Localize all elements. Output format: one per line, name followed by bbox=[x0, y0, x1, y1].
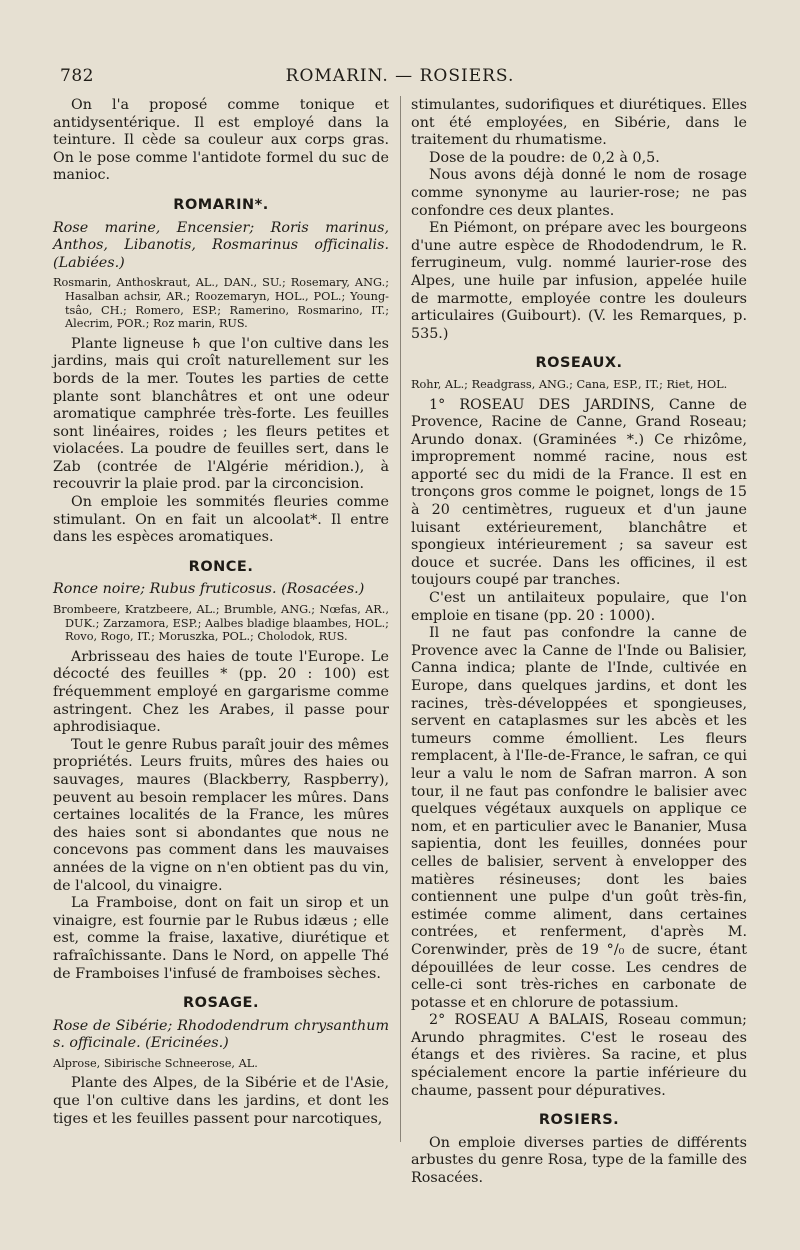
entry-heading-rosage: ROSAGE. bbox=[183, 995, 259, 1012]
entry-vernacular-ronce: Brombeere, Kratzbeere, AL.; Brumble, ANG.; Nœfas, AR., DUK.; Zarzamora, ESP.; Aalbes bladige blaambes, HOL.; Rovo, Rogo, IT.; Moruszka, POL.; Cholodok, RUS. bbox=[53, 603, 389, 644]
entry-heading-romarin: ROMARIN*. bbox=[173, 196, 269, 213]
entry-synonyms-ronce: Ronce noire; Rubus fruticosus. (Rosacées.) bbox=[53, 581, 365, 598]
paragraph: La Framboise, dont on fait un sirop et un vinaigre, est fournie par le Rubus idæus ; elle est, comme la fraise, laxative, diurétique et rafraîchissante. Dans le Nord, on appelle Thé de Framboises l'infusé de framboises sèches. bbox=[53, 895, 389, 982]
paragraph: On emploie les sommités fleuries comme stimulant. On en fait un alcoolat*. Il entre dans les espèces aromatiques. bbox=[53, 494, 389, 546]
paragraph: 2° ROSEAU A BALAIS, Roseau commun; Arundo phragmites. C'est le roseau des étangs et des rivières. Sa racine, et plus spécialement encore la partie inférieure du chaume, passent pour dépuratives. bbox=[411, 1012, 747, 1099]
entry-heading-ronce: RONCE. bbox=[188, 558, 254, 575]
paragraph: On emploie diverses parties de différents arbustes du genre Rosa, type de la famille des Rosacées. bbox=[411, 1134, 747, 1187]
entry-vernacular-romarin: Rosmarin, Anthoskraut, AL., DAN., SU.; Rosemary, ANG.; Hasalban achsir, AR.; Roozemaryn, HOL., POL.; Young-tsâo, CH.; Romero, ESP.; Ramerino, Rosmarino, IT.; Alecrim, POR.; Roz marin, RUS. bbox=[53, 276, 389, 331]
paragraph: Il ne faut pas confondre la canne de Provence avec la Canne de l'Inde ou Balisier, Canna indica; plante de l'Inde, cultivée en Europe, dans quelques jardins, et dont les racines, très-développées et spongieuses, servent en cataplasmes sur les abcès et les tumeurs comme émollient. Les fleurs remplacent, à l'Ile-de-France, le safran, ce qui leur a valu le nom de Safran marron. A son tour, il ne faut pas confondre le balisier avec quelques végétaux auxquels on applique ce nom, et en particulier avec le Bananier, Musa sapientia, dont les feuilles, données pour celles de balisier, servent à envelopper des matières résineuses; dont les baies contiennent une pulpe d'un goût très-fin, estimée comme aliment, dans certaines contrées, et renferment, d'après M. Corenwinder, près de 19 °/₀ de sucre, étant dépouillées de leur cosse. Les cendres de celle-ci sont très-riches en carbonate de potasse et en chlorure de potassium. bbox=[411, 625, 747, 1011]
running-title: ROMARIN. — ROSIERS. bbox=[285, 66, 515, 86]
entry-heading-rosiers: ROSIERS. bbox=[538, 1112, 620, 1129]
paragraph: Nous avons déjà donné le nom de rosage comme synonyme au laurier-rose; ne pas confondre ces deux plantes. bbox=[411, 167, 747, 219]
entry-synonyms-romarin: Rose marine, Encensier; Roris marinus, Anthos, Libanotis, Rosmarinus officinalis. (Labiées.) bbox=[53, 219, 389, 271]
entry-synonyms-rosage: Rose de Sibérie; Rhododendrum chrysanthum s. officinale. (Ericinées.) bbox=[53, 1017, 389, 1052]
paragraph: Arbrisseau des haies de toute l'Europe. Le décocté des feuilles * (pp. 20 : 100) est fréquemment employé en gargarisme comme astringent. Chez les Arabes, il passe pour aphrodisiaque. bbox=[53, 648, 389, 736]
paragraph: 1° ROSEAU DES JARDINS, Canne de Provence, Racine de Canne, Grand Roseau; Arundo donax. (Graminées *.) Ce rhizôme, improprement nommé racine, nous est apporté sec du midi de la France. Il est en tronçons gros comme le poignet, longs de 15 à 20 centimètres, rugueux et d'un jaune luisant extérieurement, blanchâtre et spongieux intérieurement ; sa saveur est douce et sucrée. Dans les officines, il est toujours coupé par tranches. bbox=[411, 396, 747, 589]
entry-heading-roseaux: ROSEAUX. bbox=[535, 355, 623, 372]
entry-vernacular-rosage: Alprose, Sibirische Schneerose, AL. bbox=[53, 1056, 258, 1070]
paragraph: stimulantes, sudorifiques et diurétiques. Elles ont été employées, en Sibérie, dans le traitement du rhumatisme. bbox=[411, 97, 747, 149]
column-rule bbox=[400, 96, 401, 1142]
paragraph: En Piémont, on prépare avec les bourgeons d'une autre espèce de Rhododendrum, le R. ferrugineum, vulg. nommé laurier-rose des Alpes, une huile par infusion, appelée huile de marmotte, employée contre les douleurs articulaires (Guibourt). (V. les Remarques, p. 535.) bbox=[411, 220, 747, 342]
running-header bbox=[60, 66, 740, 90]
page-number: 782 bbox=[60, 66, 94, 86]
paragraph: Plante des Alpes, de la Sibérie et de l'Asie, que l'on cultive dans les jardins, et dont les tiges et les feuilles passent pour narcotiques, bbox=[53, 1075, 389, 1127]
right-column bbox=[411, 97, 747, 1188]
paragraph: Plante ligneuse ♄ que l'on cultive dans les jardins, mais qui croît naturellement sur les bords de la mer. Toutes les parties de cette plante sont blanchâtres et ont une odeur aromatique camphrée très-forte. Les feuilles sont linéaires, roides ; les fleurs petites et violacées. La poudre de feuilles sert, dans le Zab (contrée de l'Algérie méridion.), à recouvrir la plaie prod. par la circoncision. bbox=[53, 335, 389, 493]
paragraph: Dose de la poudre: de 0,2 à 0,5. bbox=[429, 149, 660, 166]
intro-paragraph: On l'a proposé comme tonique et antidysentérique. Il est employé dans la teinture. Il cède sa couleur aux corps gras. On le pose comme l'antidote formel du suc de manioc. bbox=[53, 97, 389, 184]
left-column bbox=[53, 97, 389, 1128]
paragraph: C'est un antilaiteux populaire, que l'on emploie en tisane (pp. 20 : 1000). bbox=[411, 590, 747, 624]
paragraph: Tout le genre Rubus paraît jouir des mêmes propriétés. Leurs fruits, mûres des haies ou sauvages, maures (Blackberry, Raspberry), peuvent au besoin remplacer les mûres. Dans certaines localités de la France, les mûres des haies sont si abondantes que nous ne concevons pas comment dans les mauvaises années de la vigne on n'en obtient pas du vin, de l'alcool, du vinaigre. bbox=[53, 736, 389, 894]
entry-vernacular-roseaux: Rohr, AL.; Readgrass, ANG.; Cana, ESP., IT.; Riet, HOL. bbox=[411, 377, 728, 391]
